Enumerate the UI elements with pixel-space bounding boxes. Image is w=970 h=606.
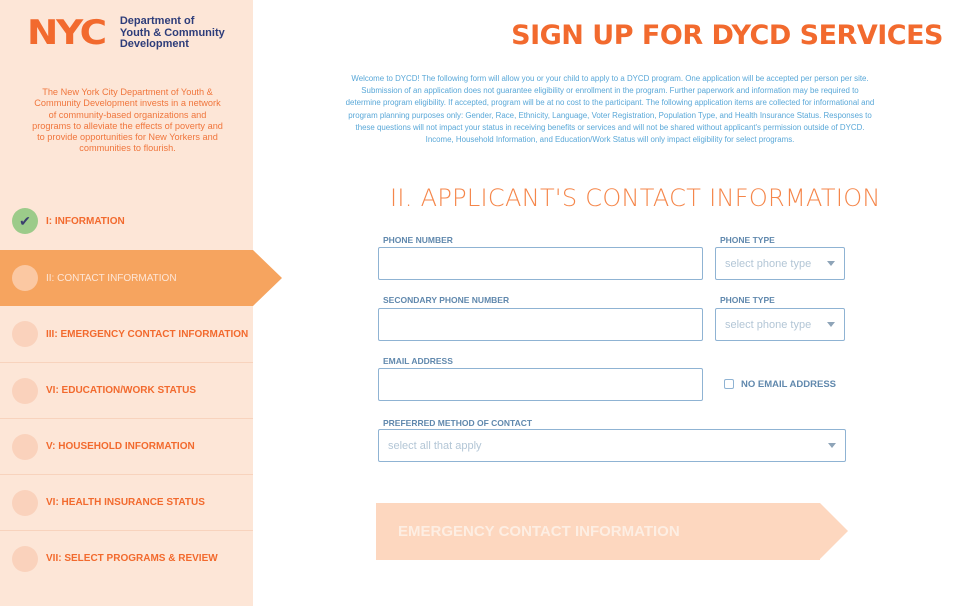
phone-type-select[interactable] (715, 247, 845, 280)
step-circle-icon (12, 378, 38, 404)
step-circle-icon (12, 321, 38, 347)
step-contact-information[interactable] (0, 250, 253, 306)
contact-method-select[interactable] (378, 429, 846, 462)
step-label: V: HOUSEHOLD INFORMATION (46, 441, 195, 452)
intro-text: Welcome to DYCD! The following form will allow you or your child to apply to a DYCD program. One application will be accepted per person per site. Submission of an application does not guarantee eligibility or enrollment in the program. Further paperwork and information may be required to determine program eligibility. If accepted, program will be at no cost to the participant. The following application items are collected for informational and program planning purposes only: Gender, Race, Ethnicity, Language, Voter Registration, Population Type, and Health Insurance Status. Responses to these questions will not impact your status in receiving benefits or services and will not be shared without applicant's permission outside of DYCD. Income, Household Information, and Education/Work Status will only impact eligibility for select programs. (345, 74, 875, 145)
step-select-programs[interactable] (0, 530, 253, 586)
step-label: VI: EDUCATION/WORK STATUS (46, 385, 196, 396)
step-circle-icon (12, 434, 38, 460)
phone-type-label: PHONE TYPE (720, 235, 775, 245)
email-input[interactable] (378, 368, 703, 401)
step-circle-icon (12, 546, 38, 572)
contact-method-label: PREFERRED METHOD OF CONTACT (383, 418, 533, 428)
chevron-down-icon (827, 322, 835, 327)
dycd-logo[interactable] (27, 13, 225, 54)
dept-name-line: Youth & Community (119, 26, 225, 39)
step-label: III: EMERGENCY CONTACT INFORMATION (46, 328, 249, 340)
phone-label: PHONE NUMBER (383, 235, 453, 245)
email-label: EMAIL ADDRESS (383, 356, 453, 366)
chevron-down-icon (827, 261, 835, 266)
step-household[interactable] (0, 418, 253, 474)
step-label: VII: SELECT PROGRAMS & REVIEW (46, 553, 218, 564)
about-text: The New York City Department of Youth & Community Development invests in a network of community-based organizations and programs to alleviate the effects of poverty and to provide opportunities for New Yorkers and communities to flourish. (32, 87, 223, 154)
dept-name-line: Department of (119, 15, 195, 27)
secondary-phone-type-select[interactable] (715, 308, 845, 341)
step-label: VI: HEALTH INSURANCE STATUS (46, 497, 205, 508)
no-email-checkbox[interactable] (724, 379, 734, 389)
step-health-insurance[interactable] (0, 474, 253, 530)
secondary-phone-label: SECONDARY PHONE NUMBER (383, 295, 510, 305)
step-information[interactable] (0, 193, 253, 249)
step-label: I: INFORMATION (46, 215, 125, 227)
secondary-phone-input[interactable] (378, 308, 703, 341)
step-circle-icon (12, 490, 38, 516)
step-education-work[interactable] (0, 362, 253, 418)
nyc-logo-mark: NYC (27, 13, 105, 54)
step-emergency-contact[interactable] (0, 306, 253, 362)
no-email-label[interactable]: NO EMAIL ADDRESS (741, 379, 837, 390)
section-title: II. APPLICANT'S CONTACT INFORMATION (390, 184, 881, 212)
sidebar (0, 0, 253, 606)
select-placeholder: select all that apply (388, 439, 482, 452)
next-step-button[interactable] (376, 503, 820, 560)
select-placeholder: select phone type (725, 257, 812, 270)
step-circle-icon (12, 265, 38, 291)
check-icon: ✔ (12, 208, 38, 234)
page-title: SIGN UP FOR DYCD SERVICES (511, 20, 943, 51)
dept-name-line: Development (119, 38, 189, 50)
secondary-phone-type-label: PHONE TYPE (720, 295, 775, 305)
chevron-down-icon (828, 443, 836, 448)
next-step-label: EMERGENCY CONTACT INFORMATION (398, 523, 680, 540)
step-label: II: CONTACT INFORMATION (46, 272, 177, 284)
dept-name (120, 16, 225, 51)
phone-input[interactable] (378, 247, 703, 280)
select-placeholder: select phone type (725, 318, 812, 331)
